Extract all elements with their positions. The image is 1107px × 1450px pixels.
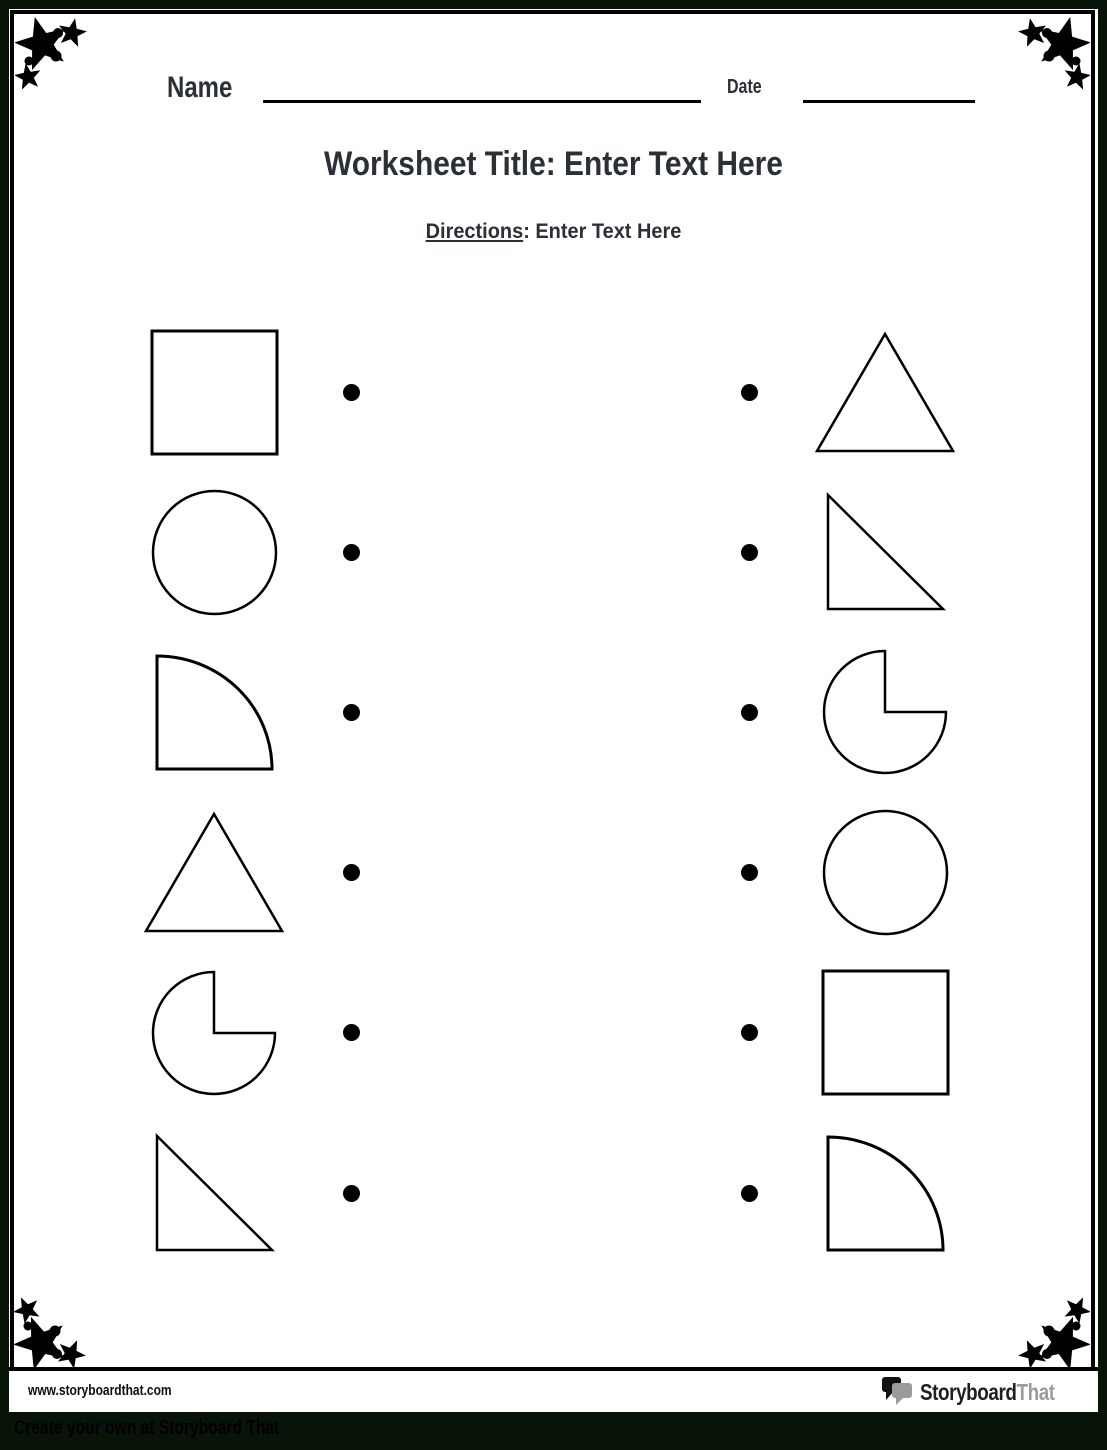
shape-left-three-quarter-circle (150, 969, 278, 1097)
match-dot (741, 864, 758, 881)
matching-exercise (9, 9, 1098, 1289)
match-dot (343, 384, 360, 401)
match-dot (741, 704, 758, 721)
footer-url: www.storyboardthat.com (28, 1382, 172, 1399)
shape-right-right-triangle (825, 492, 946, 612)
shape-left-triangle (143, 811, 285, 934)
match-dot (741, 384, 758, 401)
logo-storyboard: Storyboard (919, 1378, 1017, 1405)
storyboardthat-logo (882, 1376, 1084, 1408)
footer-tagline: Create your own at Storyboard That (14, 1417, 280, 1439)
shape-right-circle (821, 808, 950, 937)
match-dot (741, 1024, 758, 1041)
match-dot (343, 704, 360, 721)
date-label: Date (727, 76, 762, 98)
logo-that: That (1016, 1378, 1055, 1405)
star-cluster-icon (1016, 1296, 1090, 1370)
shape-right-three-quarter-circle (821, 648, 949, 776)
match-dot (343, 544, 360, 561)
shape-left-quarter-circle (154, 653, 275, 772)
match-dot (741, 1185, 758, 1202)
directions-suffix: : Enter Text Here (523, 220, 682, 243)
shape-right-square (820, 968, 951, 1097)
shape-left-right-triangle (154, 1133, 275, 1253)
shape-right-triangle (814, 331, 956, 454)
worksheet-title: Worksheet Title: Enter Text Here (324, 145, 783, 183)
shape-left-circle (150, 488, 279, 617)
match-dot (741, 544, 758, 561)
name-label: Name (167, 71, 233, 104)
star-cluster-icon (14, 1296, 88, 1370)
shape-right-quarter-circle (825, 1134, 946, 1253)
footer-bar (9, 1367, 1098, 1412)
match-dot (343, 864, 360, 881)
worksheet-paper (9, 9, 1098, 1412)
logo-text (920, 1379, 1055, 1406)
shape-left-square (149, 328, 280, 457)
directions-label: Directions (425, 220, 524, 243)
match-dot (343, 1185, 360, 1202)
chat-bubbles-icon (882, 1376, 916, 1408)
match-dot (343, 1024, 360, 1041)
